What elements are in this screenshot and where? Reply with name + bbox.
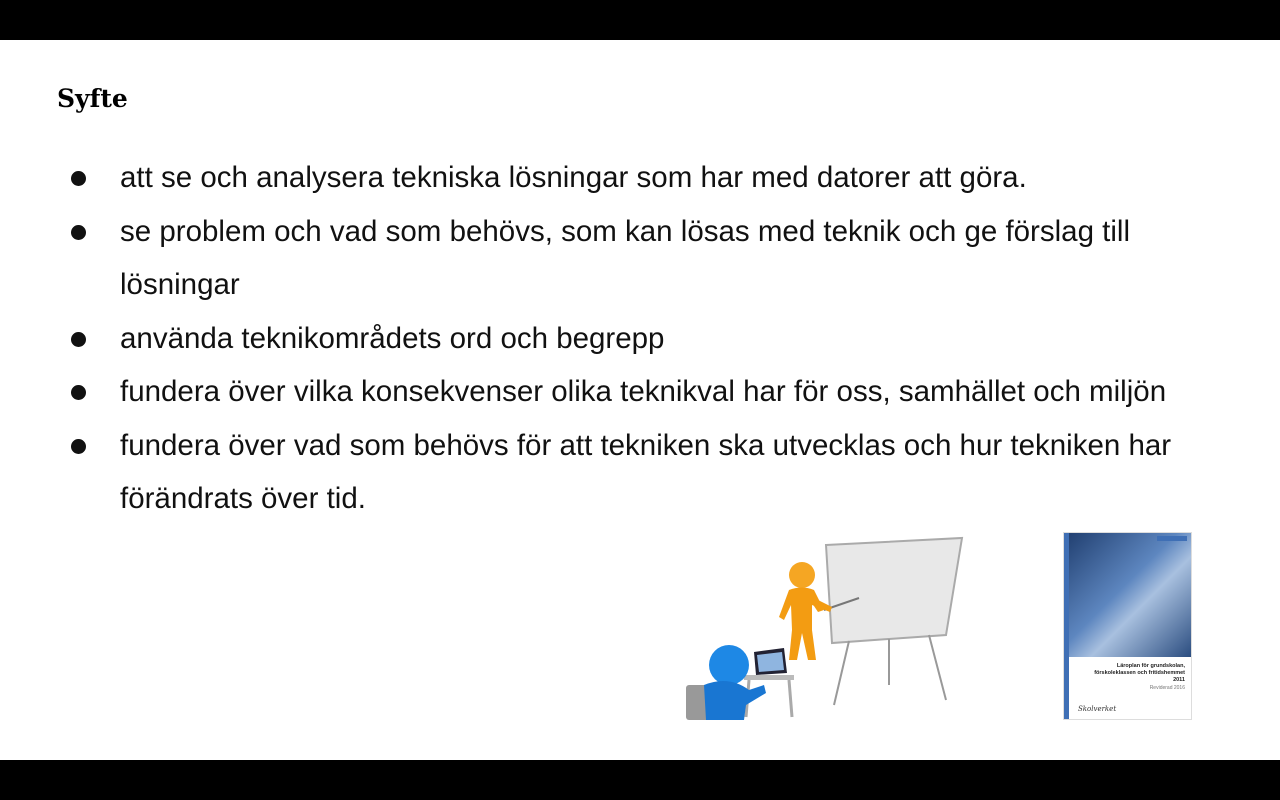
book-title: Läroplan för grundskolan, förskoleklassen och fritidshemmet 2011 bbox=[1094, 663, 1185, 683]
slide bbox=[0, 40, 1280, 760]
bullet-text: fundera över vad som behövs för att tekniken ska utvecklas och hur tekniken har förändrats över tid. bbox=[120, 428, 1172, 515]
book-spine bbox=[1064, 533, 1069, 719]
bullet-text: att se och analysera tekniska lösningar som har med datorer att göra. bbox=[120, 161, 1027, 194]
bullet-icon bbox=[71, 225, 86, 240]
bullet-list bbox=[68, 151, 1228, 526]
list-item bbox=[68, 312, 1228, 366]
bullet-icon bbox=[71, 332, 86, 347]
list-item bbox=[68, 365, 1228, 419]
book-revision: Reviderad 2016 bbox=[1149, 685, 1185, 691]
list-item bbox=[68, 205, 1228, 312]
book-publisher: Skolverket bbox=[1078, 705, 1117, 713]
bullet-icon bbox=[71, 171, 86, 186]
list-item bbox=[68, 151, 1228, 205]
presentation-clipart bbox=[684, 535, 969, 720]
curriculum-book-cover bbox=[1063, 532, 1192, 720]
book-tag bbox=[1157, 536, 1187, 541]
bullet-text: fundera över vilka konsekvenser olika teknikval har för oss, samhället och miljön bbox=[120, 375, 1167, 408]
bullet-text: se problem och vad som behövs, som kan lösas med teknik och ge förslag till lösningar bbox=[120, 214, 1131, 301]
bullet-text: använda teknikområdets ord och begrepp bbox=[120, 321, 665, 355]
slide-title: Syfte bbox=[57, 84, 128, 113]
bullet-icon bbox=[71, 439, 86, 454]
bullet-icon bbox=[71, 385, 86, 400]
list-item bbox=[68, 419, 1228, 526]
book-cover-photo bbox=[1064, 533, 1191, 657]
